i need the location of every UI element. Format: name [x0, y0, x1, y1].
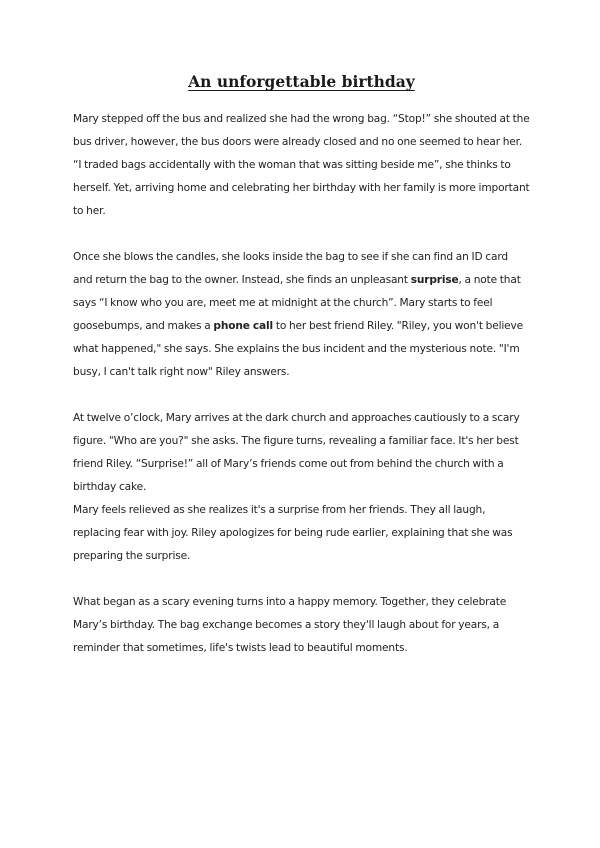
paragraph-2-text-b: , a note that says “I know who you are, meet me at midnight at the church”. Mary starts to feel goosebumps, and makes a [73, 274, 521, 332]
paragraph-spacer [73, 223, 530, 246]
paragraph-1: Mary stepped off the bus and realized she had the wrong bag. “Stop!” she shouted at the bus driver, however, the bus doors were already closed and no one seemed to hear her. “I traded bags accidentally with the woman that was sitting beside me”, she thinks to herself. Yet, arriving home and celebrating her birthday with her family is more important to her. [73, 113, 530, 217]
paragraph-spacer [73, 384, 530, 407]
bold-word-surprise: surprise [410, 274, 459, 286]
paragraph-spacer [73, 568, 530, 591]
paragraph-2 [73, 246, 530, 384]
bold-phrase-phone-call: phone call [213, 320, 274, 332]
page-title: An unforgettable birthday [188, 72, 415, 91]
paragraph-2-text-a: Once she blows the candles, she looks inside the bag to see if she can find an ID card and return the bag to the owner. Instead, she finds an unpleasant [73, 251, 508, 286]
paragraph-5: What began as a scary evening turns into a happy memory. Together, they celebrate Mary’s birthday. The bag exchange becomes a story they'll laugh about for years, a reminder that sometimes, life's twists lead to beautiful moments. [73, 596, 507, 654]
paragraph-4: Mary feels relieved as she realizes it's a surprise from her friends. They all laugh, replacing fear with joy. Riley apologizes for being rude earlier, explaining that she was preparing the surprise. [73, 504, 513, 562]
paragraph-3: At twelve o’clock, Mary arrives at the dark church and approaches cautiously to a scary figure. "Who are you?" she asks. The figure turns, revealing a familiar face. It's her best friend Riley. “Surprise!” all of Mary’s friends come out from behind the church with a birthday cake. [73, 412, 520, 493]
paragraph-2-text-c: to her best friend Riley. "Riley, you won't believe what happened," she says. She explains the bus incident and the mysterious note. "I'm busy, I can't talk right now" Riley answers. [73, 320, 524, 378]
